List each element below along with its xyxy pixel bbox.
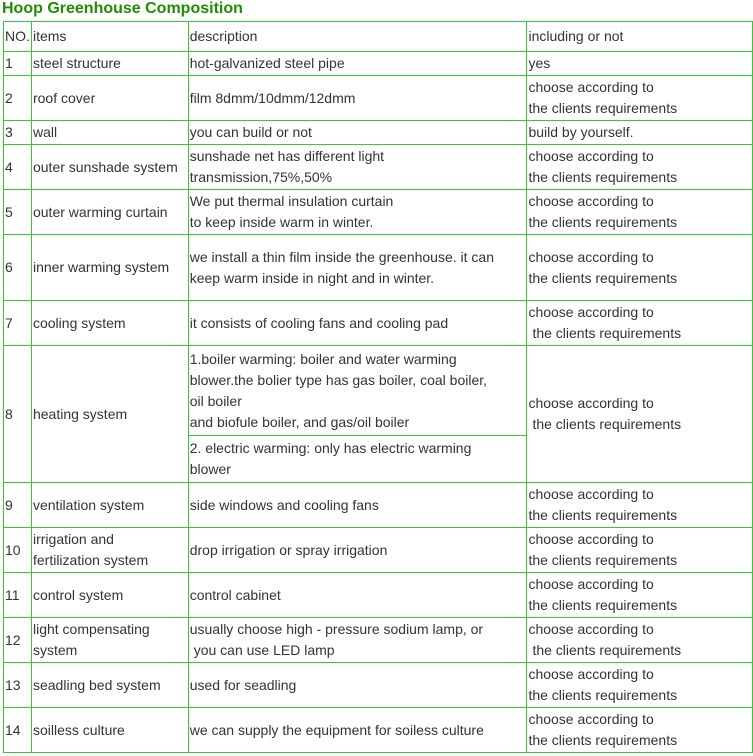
table-row <box>4 528 753 573</box>
table-row <box>4 346 753 436</box>
description-line: oil boiler <box>189 392 242 409</box>
row-including <box>527 190 753 235</box>
row-including: yes <box>527 52 753 76</box>
header-items: items <box>31 22 188 52</box>
item-line: light compensating <box>32 621 150 637</box>
row-including <box>527 528 753 573</box>
row-no: 9 <box>4 483 32 528</box>
choose-line-2: the clients requirements <box>528 552 678 568</box>
choose-line-2: the clients requirements <box>528 597 678 613</box>
row-description <box>188 145 527 190</box>
row-no: 1 <box>4 52 32 76</box>
choose-line-1: choose according to <box>528 621 654 637</box>
row-including <box>527 76 753 121</box>
choose-line-1: choose according to <box>528 666 654 682</box>
page-title: Hoop Greenhouse Composition <box>2 0 243 17</box>
description-line: 2. electric warming: only has electric warming <box>189 440 472 456</box>
choose-line-1: choose according to <box>528 148 654 164</box>
choose-line-2: the clients requirements <box>532 416 682 432</box>
header-row <box>4 22 753 52</box>
row-description: you can build or not <box>188 121 527 145</box>
choose-line-1: choose according to <box>528 711 654 727</box>
choose-line-2: the clients requirements <box>528 100 678 116</box>
choose-line-2: the clients requirements <box>528 732 678 748</box>
row-description: drop irrigation or spray irrigation <box>188 528 527 573</box>
row-item: wall <box>31 121 188 145</box>
row-including <box>527 663 753 708</box>
row-including <box>527 301 753 346</box>
description-line: usually choose high - pressure sodium lamp, or <box>189 621 484 637</box>
row-no: 10 <box>4 528 32 573</box>
table-row <box>4 483 753 528</box>
choose-line-1: choose according to <box>528 304 654 320</box>
row-item: ventilation system <box>31 483 188 528</box>
choose-line-1: choose according to <box>528 486 654 502</box>
row-item: heating system <box>31 346 188 483</box>
row-including <box>527 573 753 618</box>
choose-line-1: choose according to <box>528 576 654 592</box>
row-no: 14 <box>4 708 32 753</box>
table-row <box>4 235 753 301</box>
row-description: it consists of cooling fans and cooling pad <box>188 301 527 346</box>
description-line: blower <box>189 461 231 477</box>
row-no: 4 <box>4 145 32 190</box>
choose-line-2: the clients requirements <box>528 169 678 185</box>
row-no: 7 <box>4 301 32 346</box>
item-line: fertilization system <box>32 552 149 568</box>
description-line: transmission,75%,50% <box>189 169 333 185</box>
row-no: 12 <box>4 618 32 663</box>
row-including <box>527 235 753 301</box>
row-no: 13 <box>4 663 32 708</box>
row-including <box>527 708 753 753</box>
choose-line-2: the clients requirements <box>532 325 682 341</box>
row-item <box>31 528 188 573</box>
row-item: seadling bed system <box>31 663 188 708</box>
row-description <box>188 190 527 235</box>
row-including <box>527 346 753 483</box>
choose-line-1: choose according to <box>528 395 654 411</box>
table-row <box>4 573 753 618</box>
row-no: 2 <box>4 76 32 121</box>
row-no: 3 <box>4 121 32 145</box>
description-line: We put thermal insulation curtain <box>189 193 394 209</box>
table-row <box>4 190 753 235</box>
description-text: we install a thin film inside the greenhouse. it can keep warm inside in night and in winter. <box>189 248 494 286</box>
table-row <box>4 618 753 663</box>
item-line: system <box>32 642 78 658</box>
row-item: outer sunshade system <box>31 145 188 190</box>
row-item <box>31 618 188 663</box>
table-row <box>4 52 753 76</box>
row-item: steel structure <box>31 52 188 76</box>
row-description <box>188 346 527 436</box>
table-row <box>4 76 753 121</box>
description-line: and biofule boiler, and gas/oil boiler <box>189 413 410 430</box>
row-item: roof cover <box>31 76 188 121</box>
choose-line-2: the clients requirements <box>528 507 678 523</box>
description-line: blower.the bolier type has gas boiler, coal boiler, <box>189 371 488 388</box>
header-no: NO. <box>4 22 32 52</box>
choose-line-1: choose according to <box>528 193 654 209</box>
table-row <box>4 301 753 346</box>
row-including <box>527 483 753 528</box>
table-row <box>4 121 753 145</box>
description-line: to keep inside warm in winter. <box>189 214 374 230</box>
row-no: 8 <box>4 346 32 483</box>
row-including: build by yourself. <box>527 121 753 145</box>
row-description: we can supply the equipment for soiless culture <box>188 708 527 753</box>
row-item: control system <box>31 573 188 618</box>
row-description: side windows and cooling fans <box>188 483 527 528</box>
row-no: 6 <box>4 235 32 301</box>
description-line: 1.boiler warming: boiler and water warming <box>189 350 457 367</box>
row-no: 11 <box>4 573 32 618</box>
item-line: irrigation and <box>32 531 114 547</box>
row-description <box>188 436 527 483</box>
row-description: used for seadling <box>188 663 527 708</box>
description-line: you can use LED lamp <box>193 642 335 658</box>
choose-line-2: the clients requirements <box>528 214 678 230</box>
table-row <box>4 663 753 708</box>
row-description <box>188 235 527 301</box>
row-description <box>188 618 527 663</box>
header-description: description <box>188 22 527 52</box>
row-description: control cabinet <box>188 573 527 618</box>
composition-table <box>3 21 753 753</box>
header-including: including or not <box>527 22 753 52</box>
choose-line-2: the clients requirements <box>532 642 682 658</box>
choose-line-2: the clients requirements <box>528 687 678 703</box>
choose-line-1: choose according to <box>528 248 654 265</box>
row-item: outer warming curtain <box>31 190 188 235</box>
choose-line-2: the clients requirements <box>528 269 678 286</box>
description-line: sunshade net has different light <box>189 148 385 164</box>
row-item: cooling system <box>31 301 188 346</box>
row-item: soilless culture <box>31 708 188 753</box>
row-including <box>527 618 753 663</box>
row-no: 5 <box>4 190 32 235</box>
table-row <box>4 708 753 753</box>
choose-line-1: choose according to <box>528 531 654 547</box>
row-including <box>527 145 753 190</box>
row-description: film 8dmm/10dmm/12dmm <box>188 76 527 121</box>
row-item: inner warming system <box>31 235 188 301</box>
row-description: hot-galvanized steel pipe <box>188 52 527 76</box>
choose-line-1: choose according to <box>528 79 654 95</box>
table-row <box>4 145 753 190</box>
